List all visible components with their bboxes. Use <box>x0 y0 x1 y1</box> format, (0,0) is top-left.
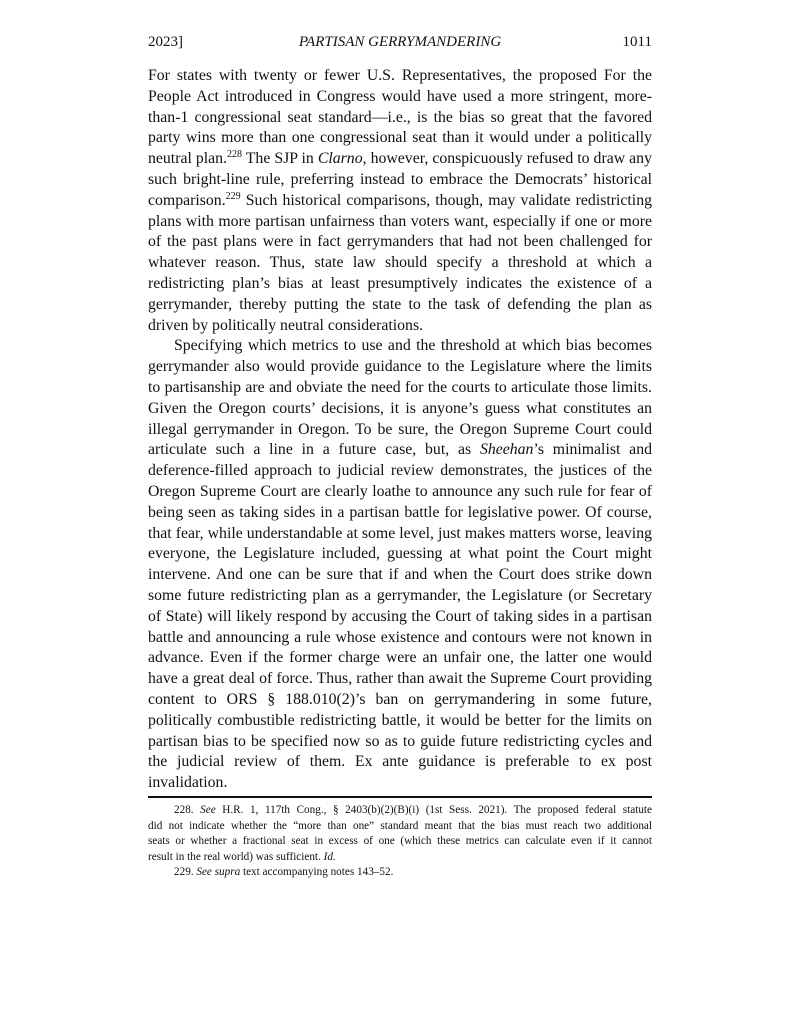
text-line: such bright-line rule, preferring instead to embrace the Democrats’ historical <box>148 170 652 188</box>
text-line: some future redistricting plan as a gerrymander, the Legislature (or Secretary <box>148 586 652 604</box>
text-segment: Such historical comparisons, though, may validate redistricting <box>240 191 652 209</box>
footnote-reference: 229 <box>225 190 241 202</box>
italic-text: Sheehan <box>479 441 534 459</box>
text-segment: 228. <box>174 804 201 816</box>
text-line: have a great deal of force. Thus, rather than await the Supreme Court providing <box>148 670 652 688</box>
text-line: seats or whether a fractional seat in excess of one (which these metrics can calculate even if it cannot <box>148 835 652 848</box>
text-line: deference-filled approach to judicial review demonstrates, the justices of the <box>148 462 652 480</box>
text-line: gerrymander also would provide guidance to the Legislature where the limits <box>148 358 652 376</box>
text-segment: text accompanying notes 143–52. <box>240 866 394 879</box>
text-line: that fear, while understandable at some level, just makes matters worse, leaving <box>148 524 652 542</box>
text-segment: The SJP in <box>242 150 318 168</box>
text-line: Specifying which metrics to use and the threshold at which bias becomes <box>174 337 652 355</box>
text-line: driven by politically neutral considerations. <box>148 316 424 334</box>
text-line: the judicial review of them. Ex ante guidance is preferable to ex post <box>148 753 652 771</box>
body-text <box>148 66 652 794</box>
text-segment: ’s minimalist and <box>533 441 652 459</box>
text-line: advance. Even if the former charge were an unfair one, the latter one would <box>148 649 652 667</box>
italic-text: See supra <box>196 866 241 879</box>
italic-text: Id. <box>323 850 336 863</box>
text-segment: result in the real world) was sufficient. <box>148 850 324 863</box>
text-line <box>148 803 652 819</box>
header-year: 2023] <box>148 34 183 50</box>
italic-text: Clarno <box>317 150 363 168</box>
paragraph <box>148 336 652 794</box>
text-line: redistricting plan’s bias at least presumptively indicates the existence of a <box>148 274 652 292</box>
text-line: intervene. And one can be sure that if and when the Court does strike down <box>148 566 652 584</box>
text-line: to partisanship are and obviate the need for the courts to articulate those limits. <box>148 378 652 396</box>
text-line: For states with twenty or fewer U.S. Representatives, the proposed For the <box>148 67 652 84</box>
text-line: Oregon Supreme Court are clearly loathe to announce any such rule for fear of <box>148 482 652 500</box>
text-line: politically combustible redistricting battle, it would be better for the limits on <box>148 711 652 729</box>
footnotes <box>148 803 652 881</box>
paragraph <box>148 66 652 336</box>
text-line: illegal gerrymander in Oregon. To be sure, the Oregon Supreme Court could <box>148 420 652 438</box>
text-line: gerrymander, thereby putting the state to the task of defending the plan as <box>148 295 652 313</box>
text-line: of State) will likely respond by accusing the Court of taking sides in a partisan <box>148 607 652 625</box>
header-title: PARTISAN GERRYMANDERING <box>298 34 502 50</box>
text-segment: neutral plan. <box>148 150 228 168</box>
text-line: plans with more partisan unfairness than voters want, especially if one or more <box>148 212 652 230</box>
text-line <box>148 191 652 212</box>
text-line: partisan bias to be specified now so as to guide future redistricting cycles and <box>148 732 652 750</box>
text-segment: 229. <box>174 866 197 879</box>
text-line: everyone, the Legislature included, guessing at what point the Court might <box>148 545 652 563</box>
text-line <box>148 440 652 461</box>
text-line <box>148 850 652 866</box>
text-line: battle and announcing a rule whose existence and contours were not known in <box>148 628 652 646</box>
text-line: of the past plans were in fact gerrymanders that had not been challenged for <box>148 233 652 251</box>
text-line <box>148 149 652 170</box>
text-line: party wins more than one congressional seat than it would under a politically <box>148 129 652 147</box>
text-line: content to ORS § 188.010(2)’s ban on gerrymandering in some future, <box>148 690 652 708</box>
text-segment: H.R. 1, 117th Cong., § 2403(b)(2)(B)(i) (1st Sess. 2021). The proposed federal statute <box>215 804 652 816</box>
footnote <box>148 803 652 865</box>
text-line: did not indicate whether the “more than one” standard meant that the bias must reach two additional <box>148 819 652 832</box>
text-line: People Act introduced in Congress would have used a more stringent, more- <box>148 87 652 105</box>
footnote <box>148 865 652 881</box>
footnote-divider <box>148 796 652 798</box>
text-segment: articulate such a line in a future case, but, as <box>148 441 480 459</box>
footnote-reference: 228 <box>227 149 243 161</box>
text-line <box>148 865 652 881</box>
text-segment: comparison. <box>148 191 226 209</box>
italic-text: See <box>200 804 216 816</box>
text-line: invalidation. <box>148 774 228 792</box>
text-segment: , however, conspicuously refused to draw any <box>362 150 652 168</box>
text-line: Given the Oregon courts’ decisions, it is anyone’s guess what constitutes an <box>148 399 652 417</box>
text-line: whatever reason. Thus, state law should specify a threshold at which a <box>148 254 652 272</box>
text-line: being seen as taking sides in a partisan battle for legislative power. Of course, <box>148 503 652 521</box>
text-line: than-1 congressional seat standard—i.e., is the bias so great that the favored <box>148 108 652 126</box>
page-number: 1011 <box>622 34 652 50</box>
running-header <box>148 34 652 54</box>
